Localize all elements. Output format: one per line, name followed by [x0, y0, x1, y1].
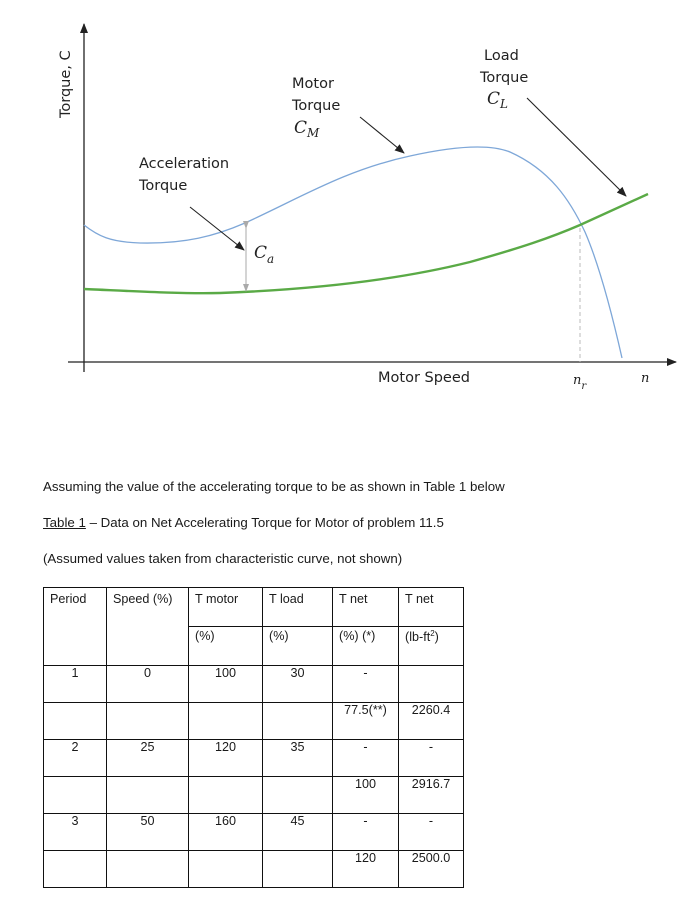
- header-tload: T load: [263, 588, 333, 627]
- table-row: [44, 851, 464, 888]
- torque-speed-diagram: [0, 0, 687, 420]
- table-cell: [107, 851, 189, 888]
- load-torque-label-line1: Load: [484, 48, 519, 64]
- note-text: (Assumed values taken from characteristic curve, not shown): [43, 551, 403, 566]
- table-caption-text: – Data on Net Accelerating Torque for Motor of problem 11.5: [85, 515, 444, 530]
- table-cell: 160: [189, 814, 263, 851]
- table-row: [44, 814, 464, 851]
- load-torque-label-line2: Torque: [480, 70, 529, 86]
- acceleration-torque-pointer: [190, 207, 244, 250]
- table-cell: -: [333, 814, 399, 851]
- motor-torque-label-line1: Motor: [292, 76, 334, 92]
- table-cell: 25: [107, 740, 189, 777]
- load-torque-pointer: [527, 98, 626, 196]
- torque-data-table: [43, 587, 464, 888]
- x-axis-label: Motor Speed: [378, 370, 470, 386]
- table-cell: 45: [263, 814, 333, 851]
- assumption-text: Assuming the value of the accelerating torque to be as shown in Table 1 below: [43, 479, 505, 494]
- table-cell: 2: [44, 740, 107, 777]
- table-cell: [263, 777, 333, 814]
- table-cell: [44, 777, 107, 814]
- speed-mark: n: [641, 371, 650, 386]
- table-cell: 50: [107, 814, 189, 851]
- motor-torque-symbol: $C_M$: [294, 118, 320, 140]
- load-torque-symbol: $C_L$: [487, 89, 508, 111]
- table-cell: -: [399, 814, 464, 851]
- table-cell: 1: [44, 666, 107, 703]
- table-cell: 3: [44, 814, 107, 851]
- table-cell: 30: [263, 666, 333, 703]
- table-cell: 100: [189, 666, 263, 703]
- table-cell: 2500.0: [399, 851, 464, 888]
- table-cell: [189, 777, 263, 814]
- acceleration-torque-label-line2: Torque: [139, 178, 188, 194]
- unit-tmotor: (%): [189, 627, 263, 666]
- rated-speed-mark: $n_r$: [573, 373, 587, 392]
- acceleration-torque-symbol: $C_a$: [254, 243, 275, 266]
- table-caption: [43, 515, 444, 530]
- header-tnet-pct: T net: [333, 588, 399, 627]
- table-cell: [107, 777, 189, 814]
- unit-tnet-pct: (%) (*): [333, 627, 399, 666]
- load-torque-curve: [84, 194, 648, 293]
- header-tmotor: T motor: [189, 588, 263, 627]
- table-body: [44, 666, 464, 888]
- table-cell: [107, 703, 189, 740]
- header-speed: Speed (%): [107, 588, 189, 666]
- table-cell: 0: [107, 666, 189, 703]
- table-row: [44, 703, 464, 740]
- acceleration-torque-label-line1: Acceleration: [139, 156, 230, 172]
- table-cell: [44, 851, 107, 888]
- unit-tnet-lbft: $(lb-ft^2)$: [399, 627, 464, 666]
- table-cell: [189, 851, 263, 888]
- table-cell: -: [333, 740, 399, 777]
- table-cell: [44, 703, 107, 740]
- table-cell: 77.5(**): [333, 703, 399, 740]
- table-cell: 2916.7: [399, 777, 464, 814]
- table-header-row: [44, 588, 464, 627]
- table-row: [44, 740, 464, 777]
- table-cell: [399, 666, 464, 703]
- table-cell: 120: [189, 740, 263, 777]
- unit-tload: (%): [263, 627, 333, 666]
- table-cell: 2260.4: [399, 703, 464, 740]
- header-tnet-lbft: T net: [399, 588, 464, 627]
- table-row: [44, 777, 464, 814]
- table-cell: [189, 703, 263, 740]
- table-cell: [263, 703, 333, 740]
- table-cell: -: [333, 666, 399, 703]
- table-row: [44, 666, 464, 703]
- table-cell: -: [399, 740, 464, 777]
- table-cell: 100: [333, 777, 399, 814]
- table-ref: Table 1: [43, 515, 86, 530]
- header-period: Period: [44, 588, 107, 666]
- y-axis-label: Torque, C: [58, 50, 74, 118]
- table-cell: [263, 851, 333, 888]
- table-cell: 120: [333, 851, 399, 888]
- motor-torque-label-line2: Torque: [292, 98, 341, 114]
- table-cell: 35: [263, 740, 333, 777]
- motor-torque-pointer: [360, 117, 404, 153]
